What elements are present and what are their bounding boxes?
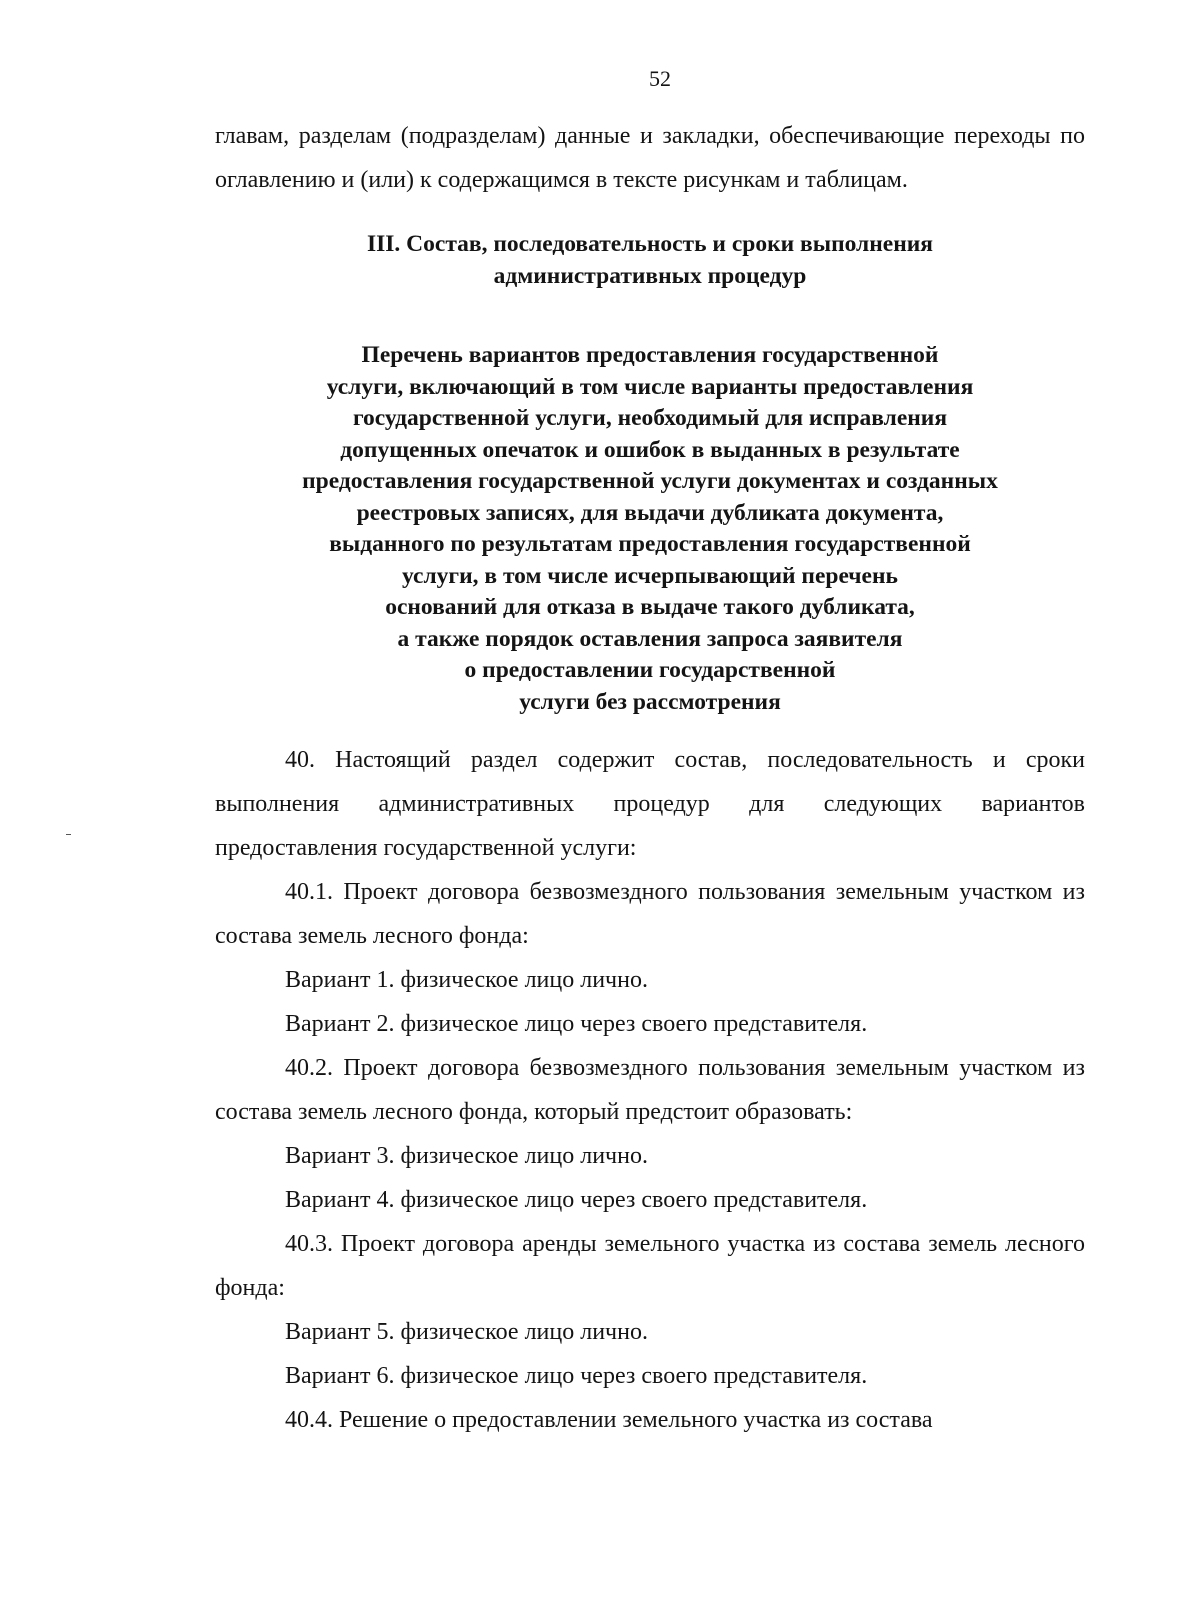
subsection-heading	[215, 340, 1085, 718]
subsection-heading-line: Перечень вариантов предоставления государственной	[361, 342, 939, 368]
subsection-heading-line: реестровых записях, для выдачи дубликата документа,	[356, 499, 944, 526]
subsection-heading-line: допущенных опечаток и ошибок в выданных в результате	[340, 436, 960, 463]
clause-40-1: 40.1. Проект договора безвозмездного пользования земельным участком из состава земель лесного фонда:	[215, 879, 1085, 949]
subsection-heading-line: услуги, включающий в том числе варианты предоставления	[326, 373, 974, 400]
clause-40-4: 40.4. Решение о предоставлении земельного участка из состава	[285, 1407, 933, 1433]
subsection-heading-line: предоставления государственной услуги документах и созданных	[302, 468, 998, 494]
subsection-heading-line: услуги, в том числе исчерпывающий перечень	[402, 562, 898, 589]
subsection-heading-line: оснований для отказа в выдаче такого дубликата,	[385, 594, 915, 620]
variant-item: Вариант 1. физическое лицо лично.	[285, 967, 648, 993]
section-heading-line: административных процедур	[493, 262, 807, 289]
subsection-heading-line: услуги без рассмотрения	[519, 688, 781, 715]
variant-item: Вариант 4. физическое лицо через своего представителя.	[285, 1187, 868, 1213]
clause-40: 40. Настоящий раздел содержит состав, последовательность и сроки выполнения административных процедур для следующих вариантов предоставления государственной услуги:	[215, 747, 1085, 861]
intro-paragraph: главам, разделам (подразделам) данные и закладки, обеспечивающие переходы по оглавлению и (или) к содержащимся в тексте рисункам и таблицам.	[215, 123, 1085, 193]
clause-40-3: 40.3. Проект договора аренды земельного участка из состава земель лесного фонда:	[215, 1231, 1085, 1301]
variant-item: Вариант 6. физическое лицо через своего представителя.	[285, 1363, 868, 1389]
margin-mark	[66, 834, 71, 835]
clause-40-2: 40.2. Проект договора безвозмездного пользования земельным участком из состава земель лесного фонда, который предстоит образовать:	[215, 1055, 1085, 1125]
subsection-heading-line: а также порядок оставления запроса заявителя	[397, 625, 903, 652]
section-heading	[215, 229, 1085, 292]
page-number: 52	[649, 66, 671, 91]
subsection-heading-line: выданного по результатам предоставления государственной	[329, 531, 971, 557]
variant-item: Вариант 2. физическое лицо через своего представителя.	[285, 1011, 868, 1037]
document-body	[215, 114, 1085, 1442]
variant-item: Вариант 3. физическое лицо лично.	[285, 1143, 648, 1169]
subsection-heading-line: о предоставлении государственной	[464, 657, 836, 683]
section-heading-line: III. Состав, последовательность и сроки выполнения	[366, 231, 933, 257]
subsection-heading-line: государственной услуги, необходимый для исправления	[352, 405, 948, 431]
variant-item: Вариант 5. физическое лицо лично.	[285, 1319, 648, 1345]
